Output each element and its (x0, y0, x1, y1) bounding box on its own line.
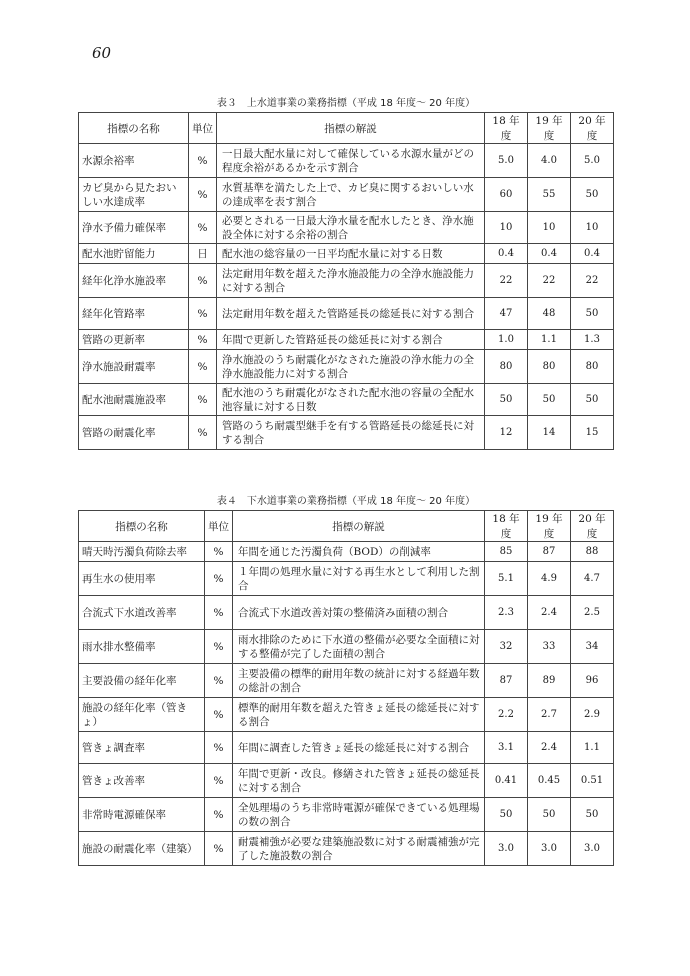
column-header: 19 年度 (528, 113, 571, 144)
value-fy18-cell: 2.3 (485, 596, 528, 630)
value-fy20-cell: 10 (571, 212, 614, 244)
unit-cell: % (189, 330, 217, 350)
description-cell: 一日最大配水量に対して確保している水源水量がどの程度余裕があるかを示す割合 (217, 144, 485, 178)
description-cell: 全処理場のうち非常時電源が確保できている処理場の数の割合 (233, 798, 485, 832)
column-header: 19 年度 (528, 511, 571, 542)
value-fy19-cell: 10 (528, 212, 571, 244)
table-row (79, 330, 614, 350)
value-fy19-cell: 1.1 (528, 330, 571, 350)
column-header: 指標の解説 (217, 113, 485, 144)
indicator-name-cell: 晴天時汚濁負荷除去率 (79, 542, 205, 562)
indicator-name-cell: 合流式下水道改善率 (79, 596, 205, 630)
column-header: 18 年度 (485, 511, 528, 542)
unit-cell: % (189, 144, 217, 178)
value-fy18-cell: 5.1 (485, 562, 528, 596)
value-fy18-cell: 80 (485, 350, 528, 384)
table-row (79, 416, 614, 450)
indicator-name-cell: 浄水予備力確保率 (79, 212, 189, 244)
value-fy20-cell: 50 (571, 298, 614, 330)
value-fy20-cell: 0.51 (571, 764, 614, 798)
unit-cell: 日 (189, 244, 217, 264)
indicator-name-cell: 管路の耐震化率 (79, 416, 189, 450)
unit-cell: % (189, 212, 217, 244)
column-header: 18 年度 (485, 113, 528, 144)
description-cell: 標準的耐用年数を超えた管きょ延長の総延長に対する割合 (233, 698, 485, 732)
value-fy19-cell: 3.0 (528, 832, 571, 866)
table-row (79, 212, 614, 244)
column-header: 20 年度 (571, 511, 614, 542)
value-fy18-cell: 10 (485, 212, 528, 244)
value-fy20-cell: 3.0 (571, 832, 614, 866)
description-cell: 管路のうち耐震型継手を有する管路延長の総延長に対する割合 (217, 416, 485, 450)
unit-cell: % (205, 832, 233, 866)
table3-header-row (79, 113, 614, 144)
indicator-name-cell: 再生水の使用率 (79, 562, 205, 596)
value-fy19-cell: 0.45 (528, 764, 571, 798)
table-row (79, 542, 614, 562)
unit-cell: % (205, 732, 233, 764)
table-row (79, 298, 614, 330)
unit-cell: % (189, 350, 217, 384)
column-header: 指標の名称 (79, 113, 189, 144)
unit-cell: % (189, 264, 217, 298)
indicator-name-cell: 管きょ改善率 (79, 764, 205, 798)
indicator-name-cell: 施設の経年化率（管きょ） (79, 698, 205, 732)
description-cell: 年間で更新した管路延長の総延長に対する割合 (217, 330, 485, 350)
value-fy19-cell: 50 (528, 384, 571, 416)
value-fy18-cell: 3.1 (485, 732, 528, 764)
value-fy20-cell: 1.1 (571, 732, 614, 764)
table4-header-row (79, 511, 614, 542)
indicator-name-cell: 非常時電源確保率 (79, 798, 205, 832)
indicator-name-cell: 浄水施設耐震率 (79, 350, 189, 384)
unit-cell: % (205, 596, 233, 630)
description-cell: 主要設備の標準的耐用年数の統計に対する経過年数の総計の割合 (233, 664, 485, 698)
value-fy18-cell: 22 (485, 264, 528, 298)
indicator-name-cell: 管きょ調査率 (79, 732, 205, 764)
description-cell: 配水池のうち耐震化がなされた配水池の容量の全配水池容量に対する日数 (217, 384, 485, 416)
value-fy20-cell: 22 (571, 264, 614, 298)
page-number: 60 (92, 44, 112, 62)
value-fy18-cell: 5.0 (485, 144, 528, 178)
indicator-name-cell: 配水池耐震施設率 (79, 384, 189, 416)
unit-cell: % (205, 764, 233, 798)
value-fy20-cell: 88 (571, 542, 614, 562)
value-fy18-cell: 32 (485, 630, 528, 664)
value-fy20-cell: 5.0 (571, 144, 614, 178)
unit-cell: % (205, 562, 233, 596)
unit-cell: % (205, 542, 233, 562)
value-fy18-cell: 0.4 (485, 244, 528, 264)
value-fy20-cell: 80 (571, 350, 614, 384)
description-cell: 雨水排除のために下水道の整備が必要な全面積に対する整備が完了した面積の割合 (233, 630, 485, 664)
value-fy19-cell: 14 (528, 416, 571, 450)
description-cell: 必要とされる一日最大浄水量を配水したとき、浄水施設全体に対する余裕の割合 (217, 212, 485, 244)
unit-cell: % (205, 798, 233, 832)
indicator-name-cell: 主要設備の経年化率 (79, 664, 205, 698)
column-header: 20 年度 (571, 113, 614, 144)
value-fy20-cell: 2.9 (571, 698, 614, 732)
table3-caption: 表３ 上水道事業の業務指標（平成 18 年度～ 20 年度） (216, 98, 476, 109)
description-cell: 年間を通じた汚濁負荷（BOD）の削減率 (233, 542, 485, 562)
value-fy20-cell: 1.3 (571, 330, 614, 350)
value-fy20-cell: 50 (571, 798, 614, 832)
table3-water-supply-indicators (78, 112, 614, 450)
indicator-name-cell: 経年化管路率 (79, 298, 189, 330)
indicator-name-cell: カビ臭から見たおいしい水達成率 (79, 178, 189, 212)
description-cell: 法定耐用年数を超えた管路延長の総延長に対する割合 (217, 298, 485, 330)
value-fy20-cell: 34 (571, 630, 614, 664)
unit-cell: % (189, 298, 217, 330)
description-cell: １年間の処理水量に対する再生水として利用した割合 (233, 562, 485, 596)
description-cell: 法定耐用年数を超えた浄水施設能力の全浄水施設能力に対する割合 (217, 264, 485, 298)
value-fy19-cell: 22 (528, 264, 571, 298)
column-header: 単位 (189, 113, 217, 144)
value-fy20-cell: 4.7 (571, 562, 614, 596)
value-fy19-cell: 2.7 (528, 698, 571, 732)
value-fy18-cell: 47 (485, 298, 528, 330)
value-fy20-cell: 50 (571, 384, 614, 416)
value-fy18-cell: 85 (485, 542, 528, 562)
column-header: 指標の名称 (79, 511, 205, 542)
column-header: 指標の解説 (233, 511, 485, 542)
value-fy19-cell: 4.9 (528, 562, 571, 596)
value-fy20-cell: 96 (571, 664, 614, 698)
indicator-name-cell: 経年化浄水施設率 (79, 264, 189, 298)
value-fy18-cell: 60 (485, 178, 528, 212)
value-fy20-cell: 2.5 (571, 596, 614, 630)
table-row (79, 264, 614, 298)
value-fy20-cell: 15 (571, 416, 614, 450)
value-fy19-cell: 2.4 (528, 596, 571, 630)
unit-cell: % (189, 384, 217, 416)
description-cell: 配水池の総容量の一日平均配水量に対する日数 (217, 244, 485, 264)
value-fy18-cell: 0.41 (485, 764, 528, 798)
value-fy18-cell: 50 (485, 798, 528, 832)
description-cell: 年間で更新・改良。修繕された管きょ延長の総延長に対する割合 (233, 764, 485, 798)
unit-cell: % (205, 698, 233, 732)
description-cell: 耐震補強が必要な建築施設数に対する耐震補強が完了した施設数の割合 (233, 832, 485, 866)
value-fy18-cell: 2.2 (485, 698, 528, 732)
value-fy20-cell: 0.4 (571, 244, 614, 264)
table-row (79, 630, 614, 664)
table-row (79, 244, 614, 264)
indicator-name-cell: 施設の耐震化率（建築） (79, 832, 205, 866)
value-fy19-cell: 89 (528, 664, 571, 698)
value-fy20-cell: 50 (571, 178, 614, 212)
table-row (79, 596, 614, 630)
indicator-name-cell: 配水池貯留能力 (79, 244, 189, 264)
table-row (79, 384, 614, 416)
table4-caption: 表４ 下水道事業の業務指標（平成 18 年度～ 20 年度） (216, 496, 476, 507)
table-row (79, 178, 614, 212)
value-fy18-cell: 3.0 (485, 832, 528, 866)
table-row (79, 832, 614, 866)
unit-cell: % (205, 630, 233, 664)
value-fy19-cell: 50 (528, 798, 571, 832)
value-fy18-cell: 12 (485, 416, 528, 450)
table4-sewerage-indicators (78, 510, 614, 866)
value-fy19-cell: 80 (528, 350, 571, 384)
indicator-name-cell: 管路の更新率 (79, 330, 189, 350)
description-cell: 合流式下水道改善対策の整備済み面積の割合 (233, 596, 485, 630)
description-cell: 年間に調査した管きょ延長の総延長に対する割合 (233, 732, 485, 764)
unit-cell: % (205, 664, 233, 698)
column-header: 単位 (205, 511, 233, 542)
unit-cell: % (189, 416, 217, 450)
indicator-name-cell: 水源余裕率 (79, 144, 189, 178)
table-row (79, 350, 614, 384)
unit-cell: % (189, 178, 217, 212)
table-row (79, 732, 614, 764)
value-fy19-cell: 2.4 (528, 732, 571, 764)
value-fy19-cell: 33 (528, 630, 571, 664)
value-fy19-cell: 87 (528, 542, 571, 562)
value-fy19-cell: 55 (528, 178, 571, 212)
table-row (79, 764, 614, 798)
table-row (79, 798, 614, 832)
value-fy18-cell: 87 (485, 664, 528, 698)
value-fy19-cell: 0.4 (528, 244, 571, 264)
description-cell: 浄水施設のうち耐震化がなされた施設の浄水能力の全浄水施設能力に対する割合 (217, 350, 485, 384)
value-fy19-cell: 48 (528, 298, 571, 330)
description-cell: 水質基準を満たした上で、カビ臭に関するおいしい水の達成率を表す割合 (217, 178, 485, 212)
table-row (79, 664, 614, 698)
value-fy19-cell: 4.0 (528, 144, 571, 178)
table-row (79, 562, 614, 596)
table-row (79, 698, 614, 732)
indicator-name-cell: 雨水排水整備率 (79, 630, 205, 664)
value-fy18-cell: 1.0 (485, 330, 528, 350)
value-fy18-cell: 50 (485, 384, 528, 416)
table-row (79, 144, 614, 178)
